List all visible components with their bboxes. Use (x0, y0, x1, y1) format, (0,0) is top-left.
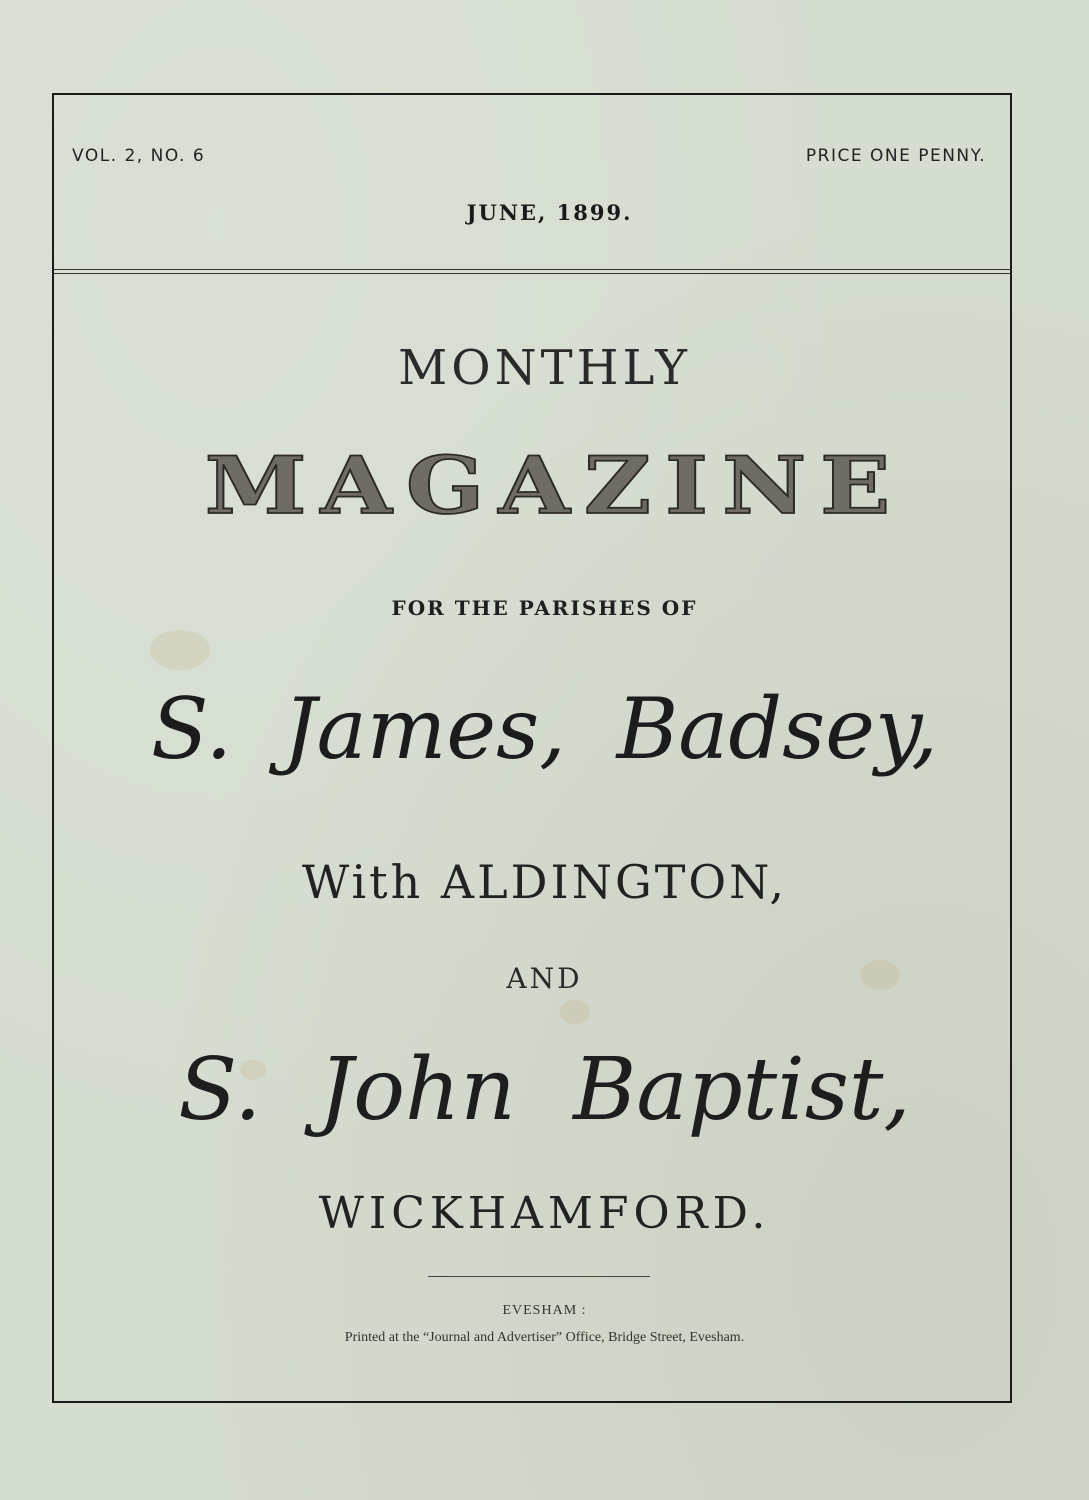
title-monthly: MONTHLY (398, 340, 691, 396)
parish-john-baptist: S. John Baptist, (178, 1040, 911, 1140)
printer-town: EVESHAM : (502, 1303, 587, 1318)
title-magazine: MAGAZINE (204, 440, 905, 532)
volume-number: VOL. 2, NO. 6 (72, 146, 206, 166)
header-divider (54, 269, 1010, 274)
conjunction-and: AND (506, 962, 583, 995)
parish-aldington: With ALDINGTON, (301, 855, 788, 909)
subtitle-parishes: FOR THE PARISHES OF (391, 596, 698, 620)
printer-imprint: Printed at the “Journal and Advertiser” Office, Bridge Street, Evesham. (344, 1330, 745, 1345)
parish-badsey: S. James, Badsey, (151, 680, 938, 778)
parish-wickhamford: WICKHAMFORD. (318, 1188, 771, 1239)
price-label: PRICE ONE PENNY. (805, 146, 986, 166)
issue-date: JUNE, 1899. (466, 200, 633, 225)
footer-divider (428, 1276, 650, 1277)
